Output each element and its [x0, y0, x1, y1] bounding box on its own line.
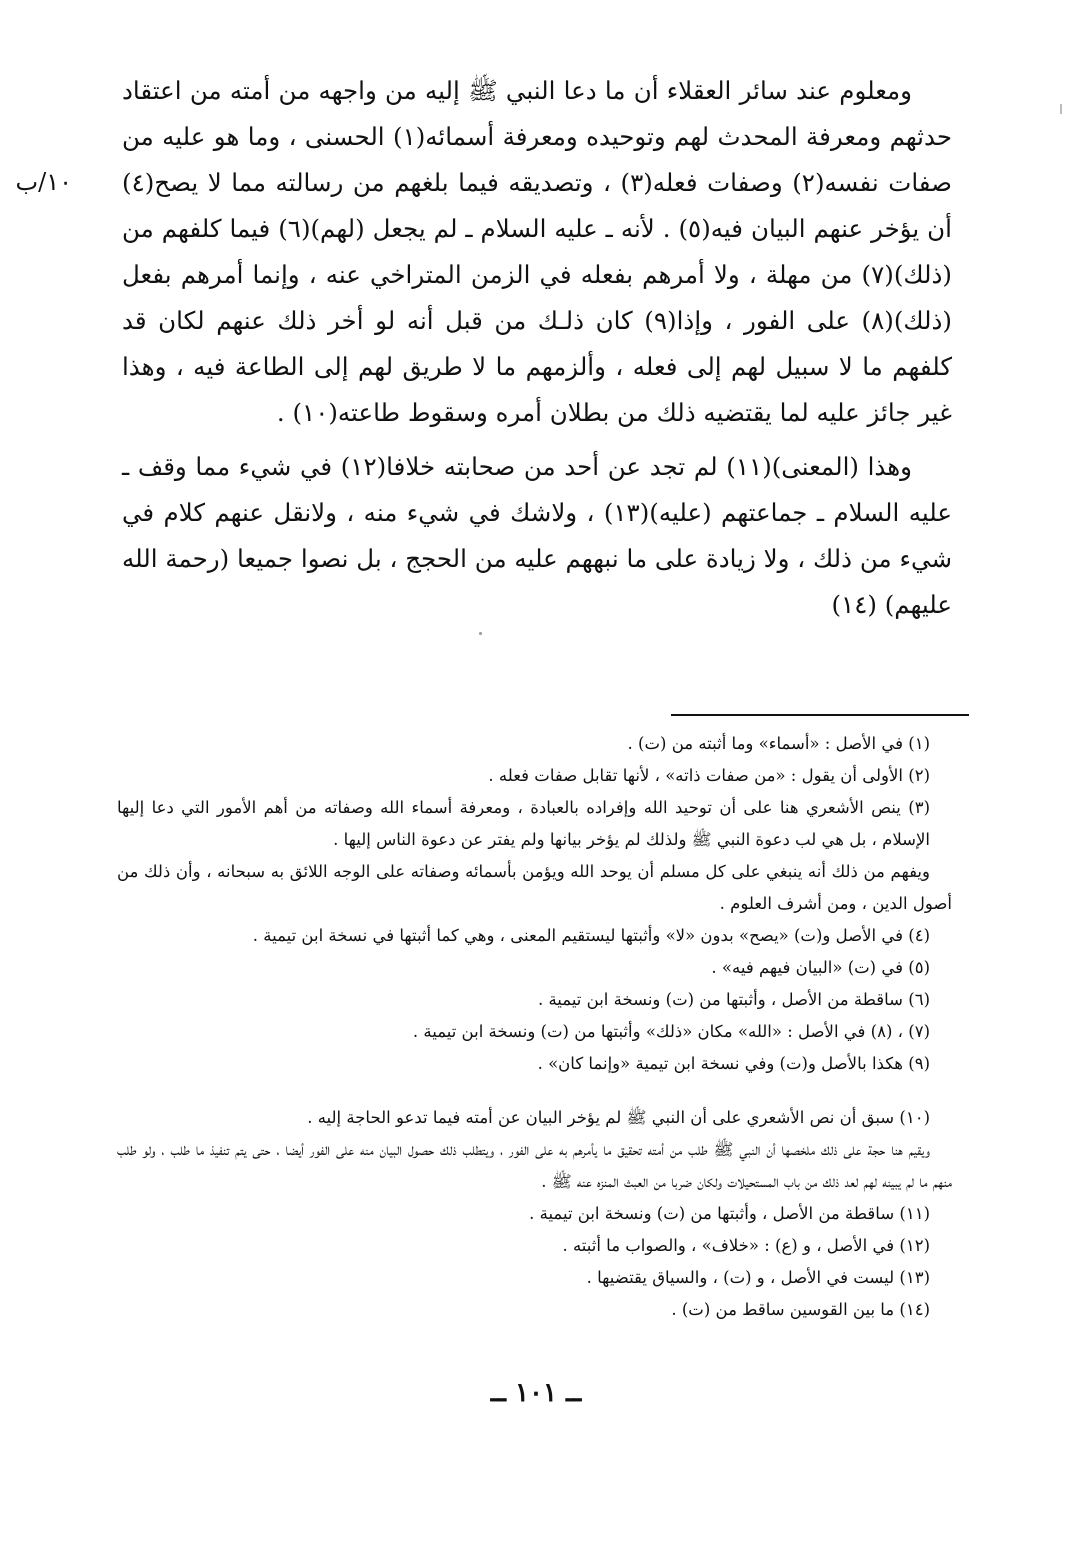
footnote-1: (١) في الأصل : «أسماء» وما أثبته من (ت) .: [627, 734, 930, 753]
footnote-11: (١١) ساقطة من الأصل ، وأثبتها من (ت) ونسخة ابن تيمية .: [529, 1204, 930, 1223]
footnotes-section: [117, 728, 952, 1326]
footnote-3-continuation: ويفهم من ذلك أنه ينبغي على كل مسلم أن يوحد الله ويؤمن بأسمائه وصفاته على الوجه اللائق به سبحانه ، وأن ذلك من أصول الدين ، ومن أشرف العلوم .: [117, 862, 952, 913]
scan-edge-mark: [1060, 104, 1062, 114]
page-number: ــ ١٠١ ــ: [490, 1378, 582, 1408]
footnote-6: (٦) ساقطة من الأصل ، وأثبتها من (ت) ونسخة ابن تيمية .: [537, 990, 930, 1009]
margin-folio-note: ١٠/ب: [15, 168, 72, 196]
footnote-9: (٩) هكذا بالأصل و(ت) وفي نسخة ابن تيمية «وإنما كان» .: [537, 1054, 930, 1073]
footnote-7-8: (٧) ، (٨) في الأصل : «الله» مكان «ذلك» وأثبتها من (ت) ونسخة ابن تيمية .: [412, 1022, 930, 1041]
footnote-4: (٤) في الأصل و(ت) «يصح» بدون «لا» وأثبتها ليستقيم المعنى ، وهي كما أثبتها في نسخة ابن تيمية .: [252, 926, 930, 945]
body-paragraph-1: ومعلوم عند سائر العقلاء أن ما دعا النبي ﷺ إليه من واجهه من أمته من اعتقاد حدثهم ومعرفة المحدث لهم وتوحيده ومعرفة أسمائه(١) الحسنى ، وما هو عليه من صفات نفسه(٢) وصفات فعله(٣) ، وتصديقه فيما بلغهم من رسالته مما لا يصح(٤) أن يؤخر عنهم البيان فيه(٥) . لأنه ـ عليه السلام ـ لم يجعل (لهم)(٦) فيما كلفهم من (ذلك)(٧) من مهلة ، ولا أمرهم بفعله في الزمن المتراخي عنه ، وإنما أمرهم بفعل (ذلك)(٨) على الفور ، وإذا(٩) كان ذلـك من قبل أنه لو أخر ذلك عنهم لكان قد كلفهم ما لا سبيل لهم إلى فعله ، وألزمهم ما لا طريق لهم إلى الطاعة فيه ، وهذا غير جائز عليه لما يقتضيه ذلك من بطلان أمره وسقوط طاعته(١٠) .: [122, 76, 952, 427]
footnote-10: (١٠) سبق أن نص الأشعري على أن النبي ﷺ لم يؤخر البيان عن أمته فيما تدعو الحاجة إليه .: [307, 1108, 930, 1127]
footnote-gap: [117, 1080, 952, 1102]
footnote-10-continuation: ويقيم هنا حجة على ذلك ملخصها أن النبي ﷺ طلب من أمته تحقيق ما يأمرهم به على الفور ، ويتطلب ذلك حصول البيان منه على الفور أيضا ، حتى يتم تنفيذ ما طلب ، ولو طلب منهم ما لم يبينه لهم لعد ذلك من باب المستحيلات ولكان ضربا من العبث المنزه عنه ﷺ .: [117, 1140, 952, 1191]
main-body-text: [122, 68, 952, 636]
footnote-14: (١٤) ما بين القوسين ساقط من (ت) .: [671, 1300, 930, 1319]
footnote-2: (٢) الأولى أن يقول : «من صفات ذاته» ، لأنها تقابل صفات فعله .: [488, 766, 930, 785]
footnote-divider: [671, 714, 969, 716]
footnote-5: (٥) في (ت) «البيان فيهم فيه» .: [711, 958, 930, 977]
footnote-12: (١٢) في الأصل ، و (ع) : «خلاف» ، والصواب ما أثبته .: [562, 1236, 930, 1255]
footnote-13: (١٣) ليست في الأصل ، و (ت) ، والسياق يقتضيها .: [586, 1268, 930, 1287]
body-paragraph-2: وهذا (المعنى)(١١) لم تجد عن أحد من صحابته خلافا(١٢) في شيء مما وقف ـ عليه السلام ـ جماعتهم (عليه)(١٣) ، ولاشك في شيء منه ، ولانقل عنهم كلام في شيء من ذلك ، ولا زيادة على ما نبههم عليه من الحجج ، بل نصوا جميعا (رحمة الله عليهم) (١٤): [122, 452, 952, 619]
footnote-3: (٣) ينص الأشعري هنا على أن توحيد الله وإفراده بالعبادة ، ومعرفة أسماء الله وصفاته من أهم الأمور التي دعا إليها الإسلام ، بل هي لب دعوة النبي ﷺ ولذلك لم يؤخر بيانها ولم يفتر عن دعوة الناس إليها .: [117, 798, 930, 849]
scan-speck: [479, 632, 482, 635]
